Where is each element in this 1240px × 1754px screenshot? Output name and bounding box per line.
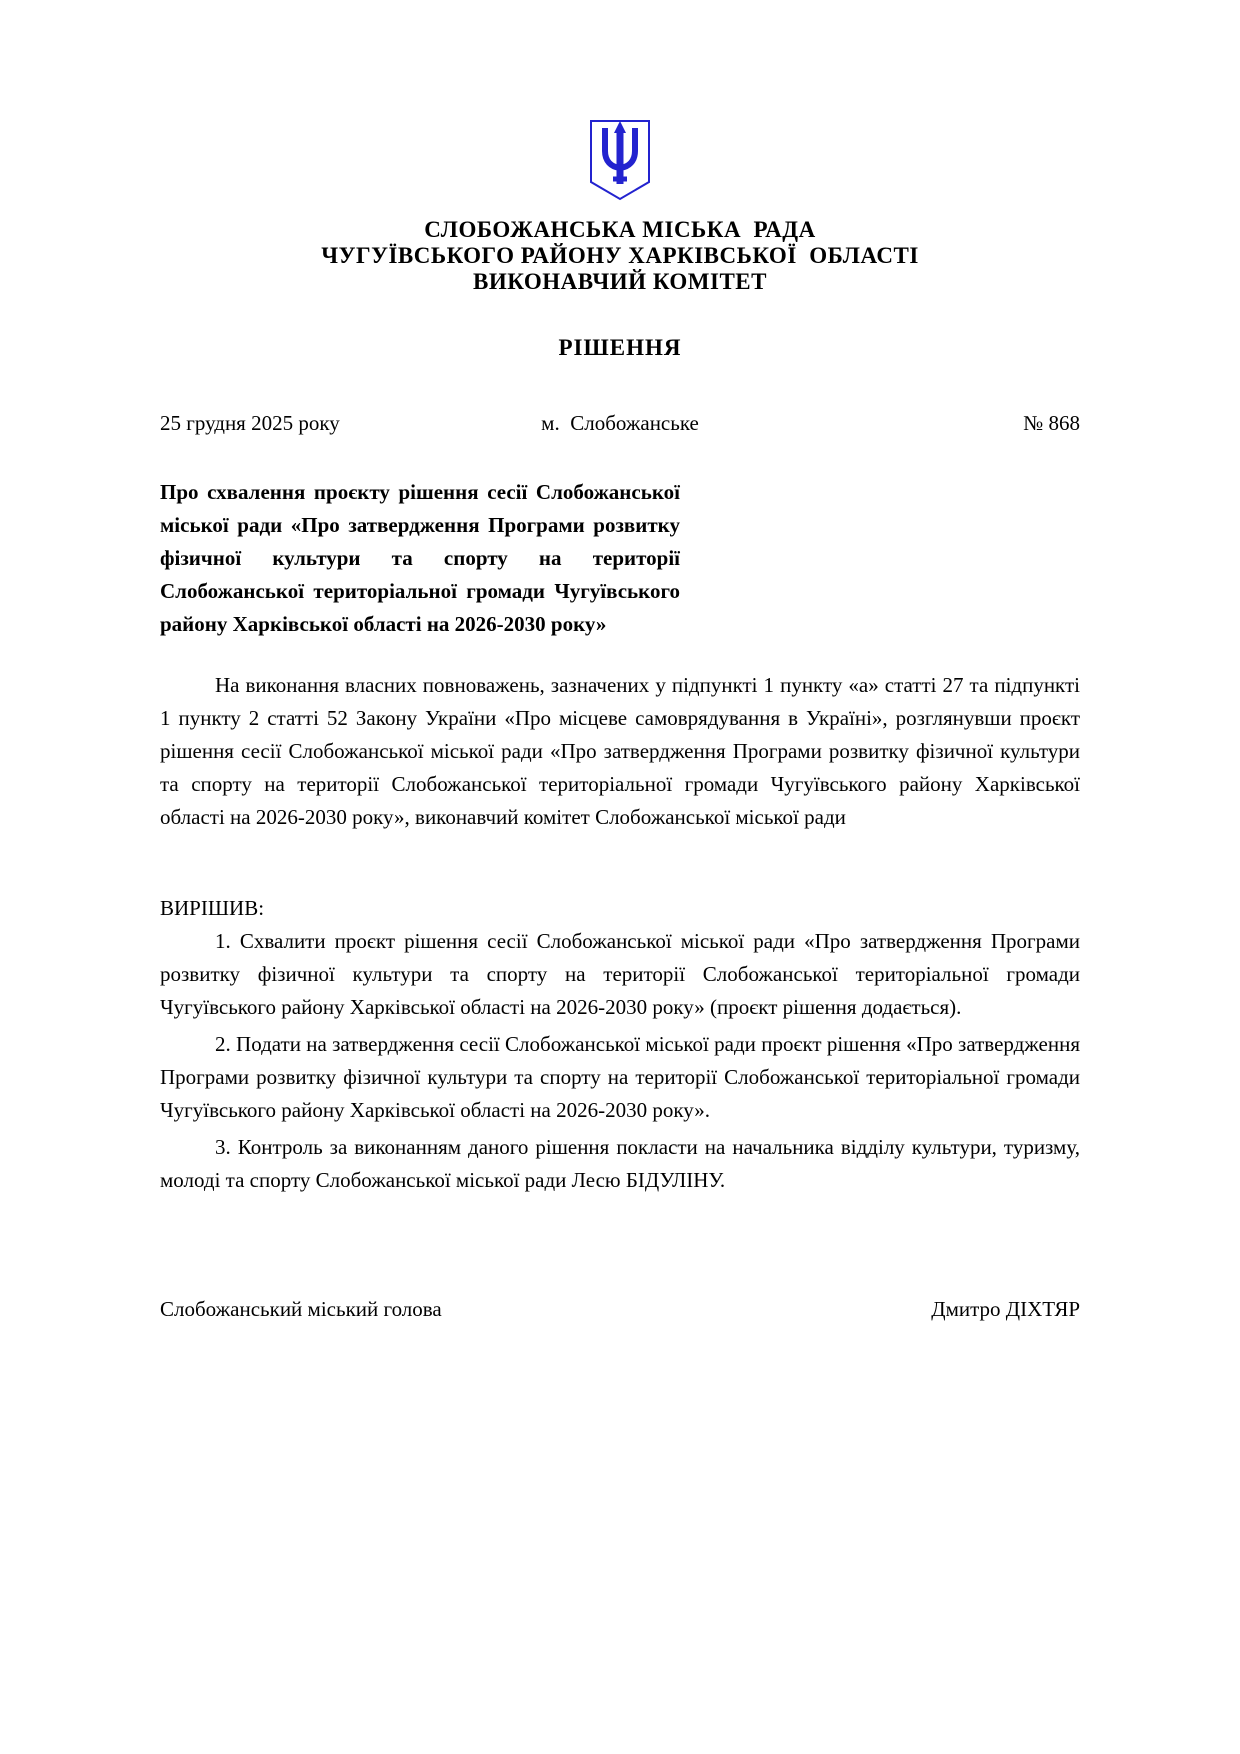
document-number: № 868 xyxy=(1023,411,1081,435)
resolution-item-2: 2. Подати на затвердження сесії Слобожанської міської ради проєкт рішення «Про затвердження Програми розвитку фізичної культури та спорту на території Слобожанської територіальної громади Чугуївського району Харківської області на 2026-2030 року». xyxy=(160,1032,1080,1122)
signature-name: Дмитро ДІХТЯР xyxy=(931,1297,1080,1321)
org-name-line-1: СЛОБОЖАНСЬКА МІСЬКА РАДА xyxy=(424,217,816,242)
document-date: 25 грудня 2025 року xyxy=(160,411,340,435)
signature-position: Слобожанський міський голова xyxy=(160,1297,442,1321)
document-subject: Про схвалення проєкту рішення сесії Слобожанської міської ради «Про затвердження Програми розвитку фізичної культури та спорту на території Слобожанської територіальної громади Чугуївського району Харківської області на 2026-2030 року» xyxy=(160,480,680,636)
preamble-paragraph: На виконання власних повноважень, зазначених у підпункті 1 пункту «а» статті 27 та підпункті 1 пункту 2 статті 52 Закону України «Про місцеве самоврядування в Україні», розглянувши проєкт рішення сесії Слобожанської міської ради «Про затвердження Програми розвитку фізичної культури та спорту на території Слобожанської територіальної громади Чугуївського району Харківської області на 2026-2030 року», виконавчий комітет Слобожанської міської ради xyxy=(160,673,1080,829)
document-meta-row xyxy=(160,411,1080,436)
document-place: м. Слобожанське xyxy=(541,411,699,435)
org-name-line-3: ВИКОНАВЧИЙ КОМІТЕТ xyxy=(472,269,767,294)
org-name-line-2: ЧУГУЇВСЬКОГО РАЙОНУ ХАРКІВСЬКОЇ ОБЛАСТІ xyxy=(321,243,919,268)
signature-row xyxy=(160,1297,1080,1322)
document-type-title: РІШЕННЯ xyxy=(558,335,682,360)
resolution-label: ВИРІШИВ: xyxy=(160,896,265,920)
resolution-item-3: 3. Контроль за виконанням даного рішення покласти на начальника відділу культури, туризму, молоді та спорту Слобожанської міської ради Лесю БІДУЛІНУ. xyxy=(160,1135,1080,1192)
resolution-item-1: 1. Схвалити проєкт рішення сесії Слобожанської міської ради «Про затвердження Програми розвитку фізичної культури та спорту на території Слобожанської територіальної громади Чугуївського району Харківської області на 2026-2030 року» (проєкт рішення додається). xyxy=(160,929,1080,1019)
emblem-container xyxy=(160,118,1080,207)
ukraine-trident-icon xyxy=(587,189,653,206)
